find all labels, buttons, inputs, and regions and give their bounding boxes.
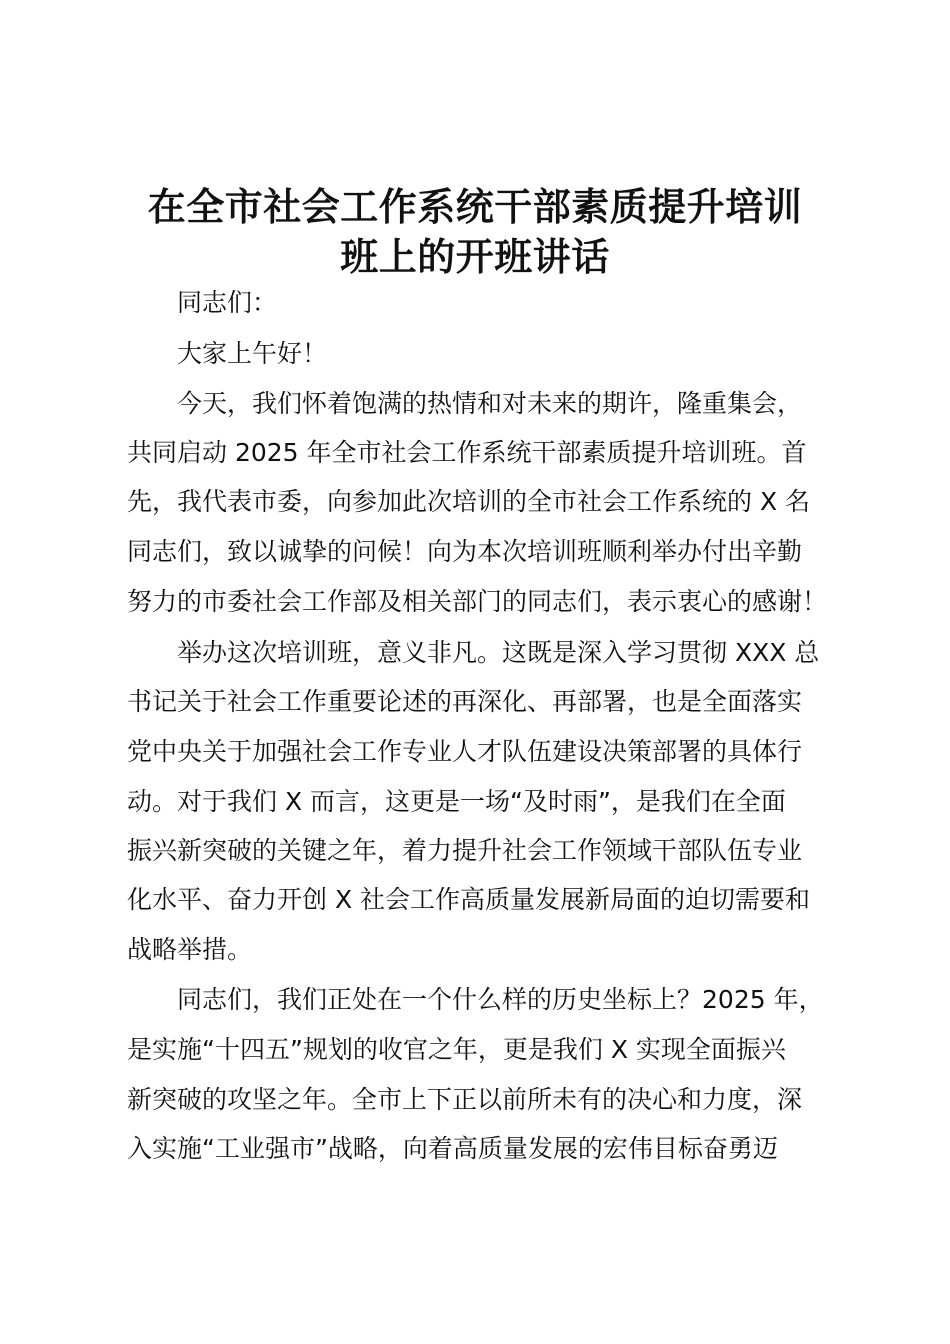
body-text-line: 同志们，我们正处在一个什么样的历史坐标上？2025 年， [177,985,824,1014]
body-text-line: 同志们，致以诚挚的问候！向为本次培训班顺利举办付出辛勤 [127,537,803,566]
body-text-line: 是实施“十四五”规划的收官之年，更是我们 X 实现全面振兴 [127,1035,786,1064]
body-text-line: 举办这次培训班，意义非凡。这既是深入学习贯彻 XXX 总 [177,638,820,667]
greeting: 大家上午好！ [177,339,328,368]
body-text-line: 战略举措。 [127,935,253,964]
body-text-line: 党中央关于加强社会工作专业人才队伍建设决策部署的具体行 [127,737,803,766]
document-title-line-1: 在全市社会工作系统干部素质提升培训 [147,185,803,229]
body-text-line: 新突破的攻坚之年。全市上下正以前所未有的决心和力度，深 [127,1085,803,1114]
body-text-line: 努力的市委社会工作部及相关部门的同志们，表示衷心的感谢！ [127,587,828,616]
body-text-line: 先，我代表市委，向参加此次培训的全市社会工作系统的 X 名 [127,487,811,516]
body-text-line: 入实施“工业强市”战略，向着高质量发展的宏伟目标奋勇迈 [127,1134,778,1163]
body-text-line: 动。对于我们 X 而言，这更是一场“及时雨”，是我们在全面 [127,787,786,816]
body-text-line: 书记关于社会工作重要论述的再深化、再部署，也是全面落实 [127,687,803,716]
document-title-line-2: 班上的开班讲话 [340,235,610,279]
body-text-line: 化水平、奋力开创 X 社会工作高质量发展新局面的迫切需要和 [127,885,811,914]
body-text-line: 今天，我们怀着饱满的热情和对未来的期许，隆重集会， [177,389,803,418]
body-text-line: 振兴新突破的关键之年，着力提升社会工作领域干部队伍专业 [127,836,803,865]
salutation: 同志们： [177,288,278,317]
body-text-line: 共同启动 2025 年全市社会工作系统干部素质提升培训班。首 [127,438,807,467]
